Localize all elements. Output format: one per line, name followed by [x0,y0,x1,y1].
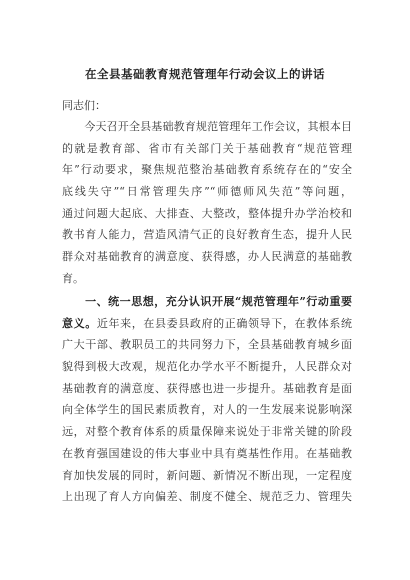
paragraph-line: 上出现了育人方向偏差、制度不健全、规范乏力、管理失 [62,490,352,504]
paragraph-line: 在教育强国建设的伟大事业中具有奠基性作用。在基础教 [62,446,352,460]
paragraph-text: 近年来，在县委县政府的正确领导下，在教体系统 [96,316,352,330]
paragraph-line: 今天召开全县基础教育规范管理年工作会议，其根本目 [62,120,352,133]
paragraph-line: 育。 [62,271,84,285]
paragraph-line [62,313,352,335]
paragraph-line: 通过问题大起底、大排查、大整改，整体提升办学治校和 [62,206,352,220]
paragraph-line: 教书育人能力，营造风清气正的良好教育生态，提升人民 [62,228,352,242]
paragraph-line: 貌得到极大改观，规范化办学水平不断提升，人民群众对 [62,360,352,374]
greeting: 同志们： [62,99,106,112]
section-heading: 一、统一思想，充分认识开展“规范管理年”行动重要 [62,295,352,308]
paragraph-intro [62,116,352,290]
paragraph-section-one [62,291,352,508]
paragraph-line: 远，对整个教育体系的质量保障来说处于非常关键的阶段 [62,425,352,439]
paragraph-line: 的就是教育部、省市有关部门关于基础教育“规范管理 [62,141,352,155]
document-title: 在全县基础教育规范管理年行动会议上的讲话 [85,67,325,81]
paragraph-line: 向全体学生的国民素质教育，对人的一生发展来说影响深 [62,403,352,417]
paragraph-line: 年”行动要求，聚焦规范整治基础教育系统存在的“安全 [62,163,352,177]
paragraph-line: 群众对基础教育的满意度、获得感，办人民满意的基础教 [62,250,352,264]
section-heading-end: 意义。 [62,316,97,330]
paragraph-line: 广大干部、教职员工的共同努力下，全县基础教育城乡面 [62,338,352,352]
paragraph-line: 基础教育的满意度、获得感也进一步提升。基础教育是面 [62,381,352,395]
paragraph-line: 育加快发展的同时，新问题、新情况不断出现，一定程度 [62,468,352,482]
paragraph-line: 底线失守”“日常管理失序”“师德师风失范”等问题， [62,185,352,199]
